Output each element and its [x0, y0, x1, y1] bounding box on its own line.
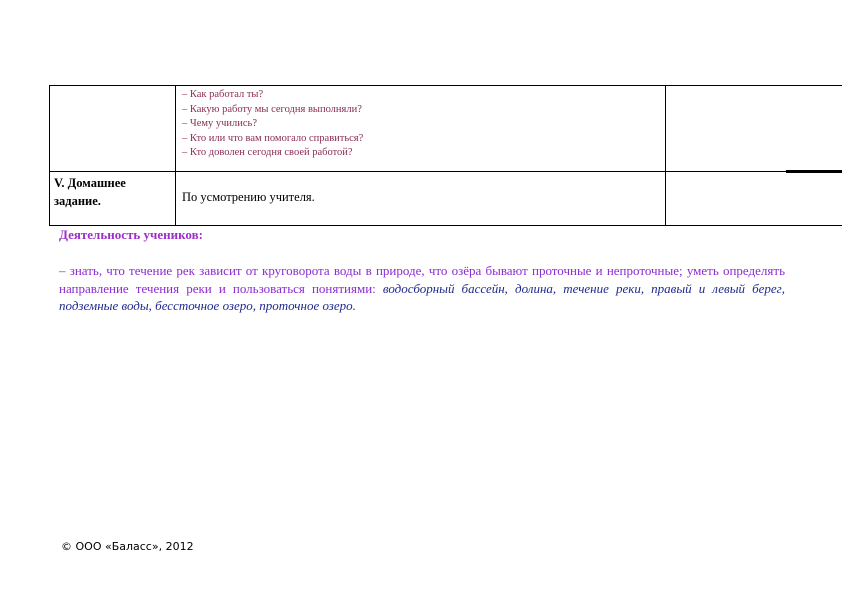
homework-stage-line: задание.	[54, 194, 101, 208]
reflection-question: – Кто доволен сегодня своей работой?	[182, 147, 353, 158]
students-activity-title: Деятельность учеников:	[59, 227, 203, 242]
reflection-cell	[176, 86, 666, 172]
homework-stage-title	[50, 172, 175, 212]
activity-terms: водосборный бассейн, долина, течение реки, правый и левый берег, подземные воды, бессточное озеро, проточное озеро.	[59, 280, 785, 313]
reflection-question: – Кто или что вам помогало справиться?	[182, 132, 364, 144]
reflection-question: – Чему учились?	[182, 118, 257, 129]
cell-border-mark	[786, 171, 842, 173]
stage-cell-empty	[50, 86, 176, 172]
copyright-footer: © ООО «Баласс», 2012	[61, 540, 194, 553]
reflection-question: – Как работал ты?	[182, 89, 264, 100]
notes-cell	[666, 86, 842, 172]
homework-text: По усмотрению учителя.	[182, 190, 315, 204]
activity-description: – знать, что течение рек зависит от круговорота воды в природе, что озёра бывают проточные и непроточные; уметь определять направление течения реки и пользоваться понятиями:	[59, 263, 785, 296]
students-activity-text	[59, 262, 785, 315]
reflection-questions	[176, 86, 665, 161]
homework-stage-line: V. Домашнее	[54, 176, 126, 190]
lesson-table	[49, 85, 842, 226]
homework-notes-cell	[666, 172, 842, 226]
homework-content-cell	[176, 172, 666, 226]
reflection-question: – Какую работу мы сегодня выполняли?	[182, 103, 362, 115]
table-row	[50, 172, 842, 226]
table-row	[50, 86, 842, 172]
homework-stage-cell	[50, 172, 176, 226]
